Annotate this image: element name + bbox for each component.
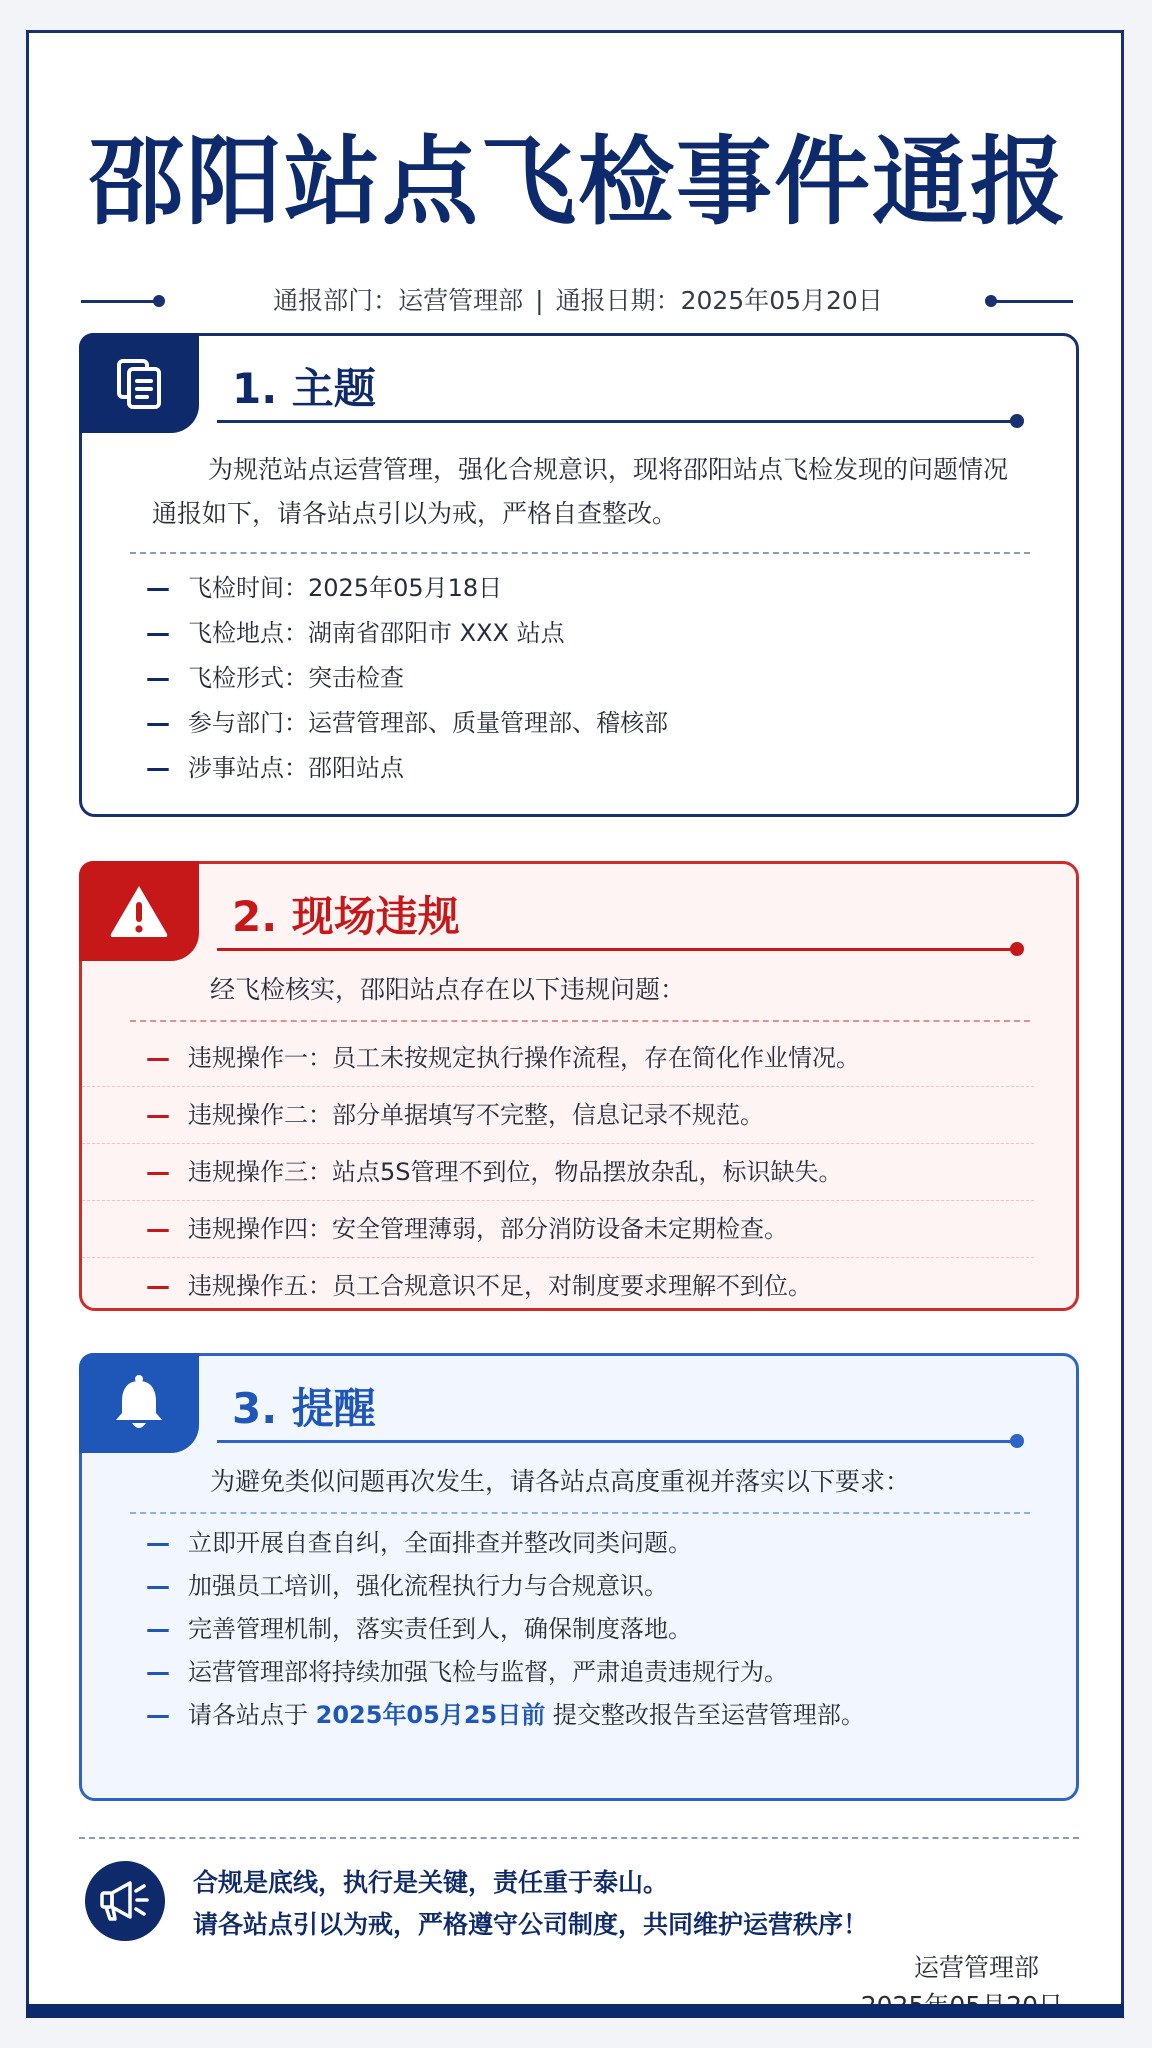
- section-topic-list: [82, 566, 1082, 791]
- document-icon: [111, 355, 167, 411]
- list-bullet: —: [146, 754, 170, 782]
- signature-department: 运营管理部: [913, 1953, 1039, 1982]
- section-violations-badge: [79, 861, 199, 961]
- list-bullet: —: [146, 1658, 170, 1686]
- list-bullet: —: [146, 574, 170, 602]
- section-topic-badge: [79, 333, 199, 433]
- section-reminder-rule-dot: [1010, 1434, 1024, 1448]
- list-bullet: —: [146, 709, 170, 737]
- list-item-text: 飞检时间：2025年05月18日: [188, 574, 503, 602]
- section-violations-rule-dot: [1010, 942, 1024, 956]
- list-item: [82, 1651, 1082, 1694]
- list-bullet: —: [146, 1529, 170, 1557]
- footer-slogan: 合规是底线，执行是关键，责任重于泰山。: [193, 1868, 669, 1897]
- list-item-text: 飞检形式：突击检查: [188, 664, 404, 692]
- list-item-text: 参与部门：运营管理部、质量管理部、稽核部: [188, 709, 668, 737]
- list-item: [82, 1608, 1082, 1651]
- section-reminder-list: [82, 1522, 1082, 1737]
- section-violations-list: [82, 1030, 1082, 1314]
- list-bullet: —: [146, 1572, 170, 1600]
- list-bullet: —: [146, 1272, 170, 1300]
- section-violations-divider: [130, 1020, 1030, 1022]
- report-department: 通报部门：运营管理部: [273, 286, 524, 315]
- list-item-text: 违规操作四：安全管理薄弱，部分消防设备未定期检查。: [188, 1215, 788, 1243]
- section-reminder-intro: 为避免类似问题再次发生，请各站点高度重视并落实以下要求：: [210, 1467, 911, 1496]
- deadline-suffix: 提交整改报告至运营管理部。: [552, 1701, 865, 1729]
- list-item: [82, 611, 1082, 656]
- list-item-text: 违规操作一：员工未按规定执行操作流程，存在简化作业情况。: [188, 1044, 860, 1072]
- list-item: [82, 656, 1082, 701]
- section-violations-title: 2. 现场违规: [232, 892, 460, 941]
- list-item: [82, 1565, 1082, 1608]
- list-bullet: —: [146, 1101, 170, 1129]
- list-item-text: 违规操作三：站点5S管理不到位，物品摆放杂乱，标识缺失。: [188, 1158, 843, 1186]
- meta-row: [29, 281, 1127, 321]
- warning-icon: [107, 882, 171, 940]
- list-bullet: —: [146, 1615, 170, 1643]
- meta-text: [29, 281, 1127, 321]
- section-reminder-badge: [79, 1353, 199, 1453]
- list-bullet: —: [146, 1044, 170, 1072]
- list-item-text: 涉事站点：邵阳站点: [188, 754, 404, 782]
- section-reminder: [79, 1353, 1079, 1801]
- deadline-prefix: 请各站点于: [188, 1701, 308, 1729]
- report-date: 通报日期：2025年05月20日: [555, 286, 883, 315]
- section-reminder-rule: [217, 1440, 1013, 1443]
- list-bullet: —: [146, 1215, 170, 1243]
- section-violations: [79, 861, 1079, 1311]
- list-item-text: 立即开展自查自纠，全面排查并整改同类问题。: [188, 1529, 692, 1557]
- section-topic-title: 1. 主题: [232, 364, 376, 413]
- list-item-text: 飞检地点：湖南省邵阳市 XXX 站点: [188, 619, 565, 647]
- bell-icon: [110, 1373, 168, 1433]
- section-topic-intro: 为规范站点运营管理，强化合规意识，现将邵阳站点飞检发现的问题情况通报如下，请各站点引以为戒，严格自查整改。: [152, 455, 1009, 528]
- list-item: [82, 1030, 1034, 1087]
- list-bullet: —: [146, 664, 170, 692]
- list-item-text: 完善管理机制，落实责任到人，确保制度落地。: [188, 1615, 692, 1643]
- footer-badge: [85, 1861, 165, 1941]
- list-item-text: 违规操作二：部分单据填写不完整，信息记录不规范。: [188, 1101, 764, 1129]
- list-bullet: —: [146, 1158, 170, 1186]
- section-topic-rule-dot: [1010, 414, 1024, 428]
- section-violations-intro: 经飞检核实，邵阳站点存在以下违规问题：: [210, 975, 686, 1004]
- list-item-text: 加强员工培训，强化流程执行力与合规意识。: [188, 1572, 668, 1600]
- list-item-text: 违规操作五：员工合规意识不足，对制度要求理解不到位。: [188, 1272, 812, 1300]
- footer-divider: [79, 1837, 1079, 1839]
- page-title: 邵阳站点飞检事件通报: [88, 126, 1068, 238]
- list-bullet: —: [146, 619, 170, 647]
- list-item: [82, 746, 1082, 791]
- list-item-text: 运营管理部将持续加强飞检与监督，严肃追责违规行为。: [188, 1658, 788, 1686]
- list-bullet: —: [146, 1701, 170, 1729]
- bottom-bar: [26, 2004, 1124, 2018]
- section-topic: [79, 333, 1079, 817]
- deadline-date: 2025年05月25日前: [315, 1701, 546, 1729]
- section-reminder-divider: [130, 1512, 1030, 1514]
- megaphone-icon: [98, 1878, 152, 1924]
- list-item: [82, 1258, 1034, 1314]
- list-item: [82, 1144, 1034, 1201]
- list-item: [82, 1087, 1034, 1144]
- list-item: [82, 1201, 1034, 1258]
- list-item: [82, 566, 1082, 611]
- footer-call-to-action: 请各站点引以为戒，严格遵守公司制度，共同维护运营秩序！: [193, 1910, 869, 1939]
- list-item: [82, 701, 1082, 746]
- list-item: [82, 1522, 1082, 1565]
- notice-page: [26, 30, 1124, 2008]
- list-item: [82, 1694, 1082, 1737]
- section-topic-rule: [217, 420, 1013, 423]
- section-topic-divider: [130, 552, 1030, 554]
- meta-separator: |: [535, 286, 544, 315]
- section-violations-rule: [217, 948, 1013, 951]
- section-reminder-title: 3. 提醒: [232, 1384, 376, 1433]
